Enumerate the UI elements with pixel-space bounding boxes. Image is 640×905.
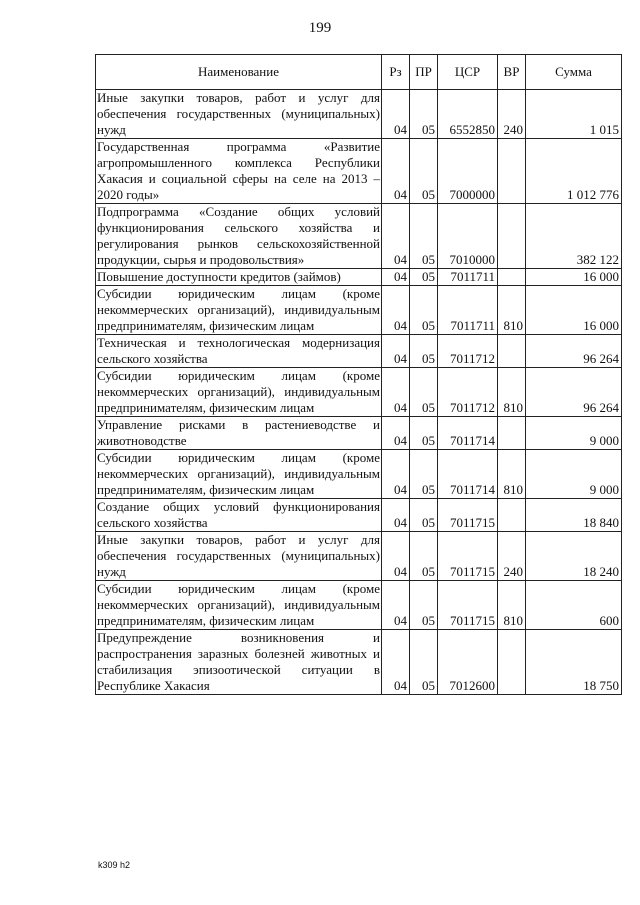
cell-sum: 382 122 xyxy=(526,204,622,269)
header-csr: ЦСР xyxy=(438,55,498,90)
cell-name: Подпрограмма «Создание общих условий функционирования сельского хозяйства и регулирования рынков сельскохозяйственной продукции, сырья и продовольствия» xyxy=(97,204,380,267)
cell-csr: 7011712 xyxy=(438,368,498,417)
cell-csr: 7012600 xyxy=(438,630,498,695)
table-row xyxy=(96,90,622,139)
cell-csr: 7010000 xyxy=(438,204,498,269)
cell-sum: 1 015 xyxy=(526,90,622,139)
cell-csr: 7011715 xyxy=(438,532,498,581)
cell-sum: 1 012 776 xyxy=(526,139,622,204)
cell-rz: 04 xyxy=(382,417,410,450)
cell-vr xyxy=(498,139,526,204)
header-name: Наименование xyxy=(96,55,382,90)
table-row xyxy=(96,630,622,695)
cell-sum: 96 264 xyxy=(526,368,622,417)
page-number: 199 xyxy=(308,20,332,36)
cell-rz: 04 xyxy=(382,499,410,532)
table-row xyxy=(96,286,622,335)
cell-rz: 04 xyxy=(382,204,410,269)
cell-pr: 05 xyxy=(410,581,438,630)
cell-name: Субсидии юридическим лицам (кроме некоммерческих организаций), индивидуальным предпринимателям, физическим лицам xyxy=(97,581,380,628)
table-row xyxy=(96,417,622,450)
cell-csr: 7011711 xyxy=(438,286,498,335)
table-body xyxy=(96,90,622,695)
cell-pr: 05 xyxy=(410,335,438,368)
cell-pr: 05 xyxy=(410,90,438,139)
cell-csr: 7011711 xyxy=(438,269,498,286)
cell-csr: 7011715 xyxy=(438,581,498,630)
cell-csr: 7011715 xyxy=(438,499,498,532)
cell-sum: 16 000 xyxy=(526,269,622,286)
cell-pr: 05 xyxy=(410,417,438,450)
cell-pr: 05 xyxy=(410,499,438,532)
cell-name: Управление рисками в растениеводстве и животноводстве xyxy=(97,417,380,448)
cell-pr: 05 xyxy=(410,532,438,581)
table-row xyxy=(96,269,622,286)
cell-vr xyxy=(498,335,526,368)
cell-rz: 04 xyxy=(382,335,410,368)
cell-csr: 7011714 xyxy=(438,417,498,450)
cell-vr: 240 xyxy=(498,532,526,581)
cell-csr: 7000000 xyxy=(438,139,498,204)
cell-name: Субсидии юридическим лицам (кроме некоммерческих организаций), индивидуальным предпринимателям, физическим лицам xyxy=(97,286,380,333)
cell-pr: 05 xyxy=(410,204,438,269)
cell-sum: 600 xyxy=(526,581,622,630)
cell-name: Государственная программа «Развитие агропромышленного комплекса Республики Хакасия и социальной сферы на селе на 2013 – 2020 годы» xyxy=(97,139,380,202)
cell-vr: 240 xyxy=(498,90,526,139)
footer-code: k309 h2 xyxy=(98,860,131,870)
cell-rz: 04 xyxy=(382,286,410,335)
cell-sum: 9 000 xyxy=(526,417,622,450)
cell-pr: 05 xyxy=(410,269,438,286)
cell-sum: 96 264 xyxy=(526,335,622,368)
cell-vr xyxy=(498,499,526,532)
cell-pr: 05 xyxy=(410,286,438,335)
table-row xyxy=(96,368,622,417)
cell-sum: 9 000 xyxy=(526,450,622,499)
cell-name: Предупреждение возникновения и распространения заразных болезней животных и стабилизация эпизоотической ситуации в Республике Хакасия xyxy=(97,630,380,693)
cell-pr: 05 xyxy=(410,450,438,499)
cell-csr: 7011712 xyxy=(438,335,498,368)
table-row xyxy=(96,204,622,269)
cell-csr: 7011714 xyxy=(438,450,498,499)
cell-rz: 04 xyxy=(382,630,410,695)
table-header-row xyxy=(96,55,622,90)
cell-sum: 18 840 xyxy=(526,499,622,532)
cell-name: Субсидии юридическим лицам (кроме некоммерческих организаций), индивидуальным предпринимателям, физическим лицам xyxy=(97,450,380,497)
cell-name: Создание общих условий функционирования сельского хозяйства xyxy=(97,499,380,530)
cell-name: Иные закупки товаров, работ и услуг для обеспечения государственных (муниципальных) нужд xyxy=(97,90,380,137)
cell-name: Техническая и технологическая модернизация сельского хозяйства xyxy=(97,335,380,366)
cell-pr: 05 xyxy=(410,368,438,417)
cell-rz: 04 xyxy=(382,450,410,499)
table-row xyxy=(96,581,622,630)
header-pr: ПР xyxy=(410,55,438,90)
cell-name: Повышение доступности кредитов (займов) xyxy=(96,269,382,286)
table-row xyxy=(96,499,622,532)
cell-vr xyxy=(498,269,526,286)
header-rz: Рз xyxy=(382,55,410,90)
cell-vr: 810 xyxy=(498,450,526,499)
cell-vr xyxy=(498,630,526,695)
cell-pr: 05 xyxy=(410,630,438,695)
cell-name: Субсидии юридическим лицам (кроме некоммерческих организаций), индивидуальным предпринимателям, физическим лицам xyxy=(97,368,380,415)
cell-vr xyxy=(498,204,526,269)
cell-sum: 16 000 xyxy=(526,286,622,335)
cell-sum: 18 240 xyxy=(526,532,622,581)
cell-rz: 04 xyxy=(382,581,410,630)
cell-rz: 04 xyxy=(382,532,410,581)
cell-sum: 18 750 xyxy=(526,630,622,695)
table-row xyxy=(96,532,622,581)
header-sum: Сумма xyxy=(526,55,622,90)
table-row xyxy=(96,139,622,204)
cell-rz: 04 xyxy=(382,368,410,417)
table-row xyxy=(96,450,622,499)
cell-vr xyxy=(498,417,526,450)
budget-table xyxy=(95,54,622,695)
cell-rz: 04 xyxy=(382,139,410,204)
cell-rz: 04 xyxy=(382,269,410,286)
cell-rz: 04 xyxy=(382,90,410,139)
cell-vr: 810 xyxy=(498,286,526,335)
header-vr: ВР xyxy=(498,55,526,90)
table-row xyxy=(96,335,622,368)
cell-csr: 6552850 xyxy=(438,90,498,139)
cell-vr: 810 xyxy=(498,368,526,417)
cell-pr: 05 xyxy=(410,139,438,204)
cell-name: Иные закупки товаров, работ и услуг для обеспечения государственных (муниципальных) нужд xyxy=(97,532,380,579)
cell-vr: 810 xyxy=(498,581,526,630)
